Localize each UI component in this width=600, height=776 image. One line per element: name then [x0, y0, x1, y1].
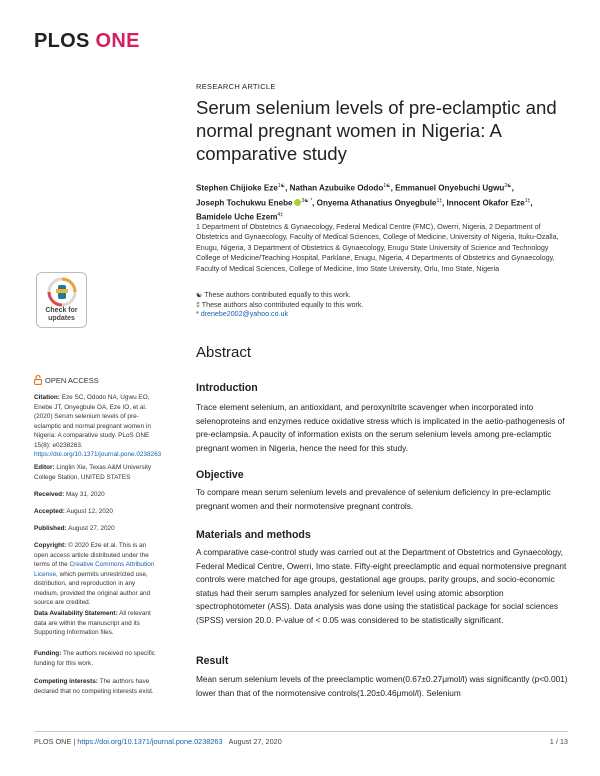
published-date: [34, 524, 160, 534]
abstract-heading: Abstract: [196, 344, 252, 361]
received-date: [34, 490, 160, 500]
citation-text: Eze SC, Ododo NA, Ugwu EO, Enebe JT, Onyegbule OA, Eze IO, et al. (2020) Serum selenium levels of pre-eclamptic and normal pregnant women in Nigeria: A comparative study. PLoS ONE 15(8): e0238263.: [34, 394, 151, 449]
result-text: Mean serum selenium levels of the preeclamptic women(0.67±0.27μmol/l) was significantly (p<0.001) lower than that of the normotensive controls(1.20±0.46μmol/l). Selenium: [196, 674, 568, 698]
introduction-heading: Introduction: [196, 382, 258, 394]
methods-text: A comparative case-control study was carried out at the Department of Obstetrics and Gynaecology, Federal Medical Centre, Owerri, Imo state. Fifty-eight preeclamptic and equal normotensive pregnant controls were matched for age groups, gestational age groups, parity groups, and socio-economic status had their serum samples analyzed for selenium level using atomic absorption spectrophotometer (ASS). Data analysis was done using the statistical package for social sciences (SPSS) version 20.0. P-value of < 0.05 was considered to be statistically significant.: [196, 547, 567, 625]
citation-label: Citation:: [34, 394, 60, 401]
citation-block: [34, 393, 160, 460]
author-list: Stephen Chijioke Eze$^{1☯}$, Nathan Azubuike Ododo$^{1☯}$, Emmanuel Onyebuchi Ugwu$^{2☯}$, Joseph Tochukwu Enebe $^{3☯ *}$, Onyema Athanatius Onyegbule$^{1\ddagger}$, Innocent Okafor Eze$^{1\ddagger}$, Bamidele Uche Ezem$^{4\ddagger}$: [196, 183, 533, 223]
open-access-label: [34, 375, 160, 388]
corresponding-email: [196, 310, 568, 320]
affiliations: 1 Department of Obstetrics & Gynaecology, Federal Medical Centre (FMC), Owerri, Nigeria, 2 Department of Obstetrics and Gynaecology, Faculty of Medical Sciences, College of Medicine, University of Nigeria, Ituku-Ozalla, Enugu, Nigeria, 3 Department of Obstetrics & Gynaecology, Enugu State University of Science and Technology College of Medicine/Teaching Hospital, Parklane, Enugu, Nigeria, 4 Departments of Obstetrics and Gynaecology, Faculty of Medical Sciences, College of Medicine, Imo State University, Orlu, Imo State, Nigeria: [196, 222, 559, 273]
data-availability-block: [34, 609, 160, 638]
copyright-label: Copyright:: [34, 542, 67, 549]
competing-label: Competing interests:: [34, 678, 98, 685]
author-sup: 2☯: [504, 183, 512, 189]
check-for-updates-badge[interactable]: [36, 272, 87, 328]
accepted-date: [34, 507, 160, 517]
funding-label: Funding:: [34, 650, 62, 657]
author-name[interactable]: Emmanuel Onyebuchi Ugwu: [395, 183, 505, 193]
author-notes: [196, 291, 568, 320]
copyright-pre: © 2020 Eze et al. This is an open access article distributed under the terms of the: [34, 542, 149, 568]
author-name[interactable]: Nathan Azubuike Ododo: [289, 183, 384, 193]
footer-date: August 27, 2020: [228, 737, 282, 746]
equal-contribution-note: ☯ These authors contributed equally to this work.: [196, 291, 351, 299]
author-name[interactable]: Joseph Tochukwu Enebe: [196, 198, 293, 208]
copyright-block: [34, 541, 160, 608]
objective-text: To compare mean serum selenium levels and prevalence of selenium deficiency in pre-eclamptic pregnant women and their normotensive pregnant controls.: [196, 487, 551, 511]
check-updates-line1: Check for: [45, 307, 78, 314]
methods-heading: Materials and methods: [196, 529, 311, 541]
article-type: RESEARCH ARTICLE: [196, 82, 276, 91]
email-prefix: *: [196, 310, 201, 319]
data-availability-text: All relevant data are within the manuscript and its Supporting Information files.: [34, 610, 151, 636]
check-updates-line2: updates: [48, 315, 75, 322]
funding-block: [34, 649, 160, 668]
author-sup: 1‡: [436, 197, 443, 204]
journal-logo: [34, 30, 140, 53]
accepted-label: Accepted:: [34, 508, 65, 515]
copyright-post: , which permits unrestricted use, distribution, and reproduction in any medium, provided the original author and source are credited.: [34, 570, 151, 606]
page-number: 1 / 13: [549, 737, 568, 746]
article-title: Serum selenium levels of pre-eclamptic and normal pregnant women in Nigeria: A comparative study: [196, 97, 557, 164]
footer-journal: PLOS ONE: [34, 737, 72, 746]
published-label: Published:: [34, 525, 67, 532]
author-sup: 4‡: [277, 212, 283, 219]
check-updates-icon: [47, 277, 77, 307]
author-sup: 1‡: [524, 197, 531, 204]
page-footer: [34, 731, 568, 746]
editor-label: Editor:: [34, 464, 55, 471]
footer-doi-link[interactable]: https://doi.org/10.1371/journal.pone.0238263: [77, 737, 223, 746]
data-availability-label: Data Availability Statement:: [34, 610, 118, 617]
accepted-value: August 12, 2020: [66, 508, 113, 515]
open-access-text: OPEN ACCESS: [45, 376, 99, 385]
logo-one: ONE: [95, 30, 140, 52]
footer-separator: |: [71, 737, 78, 746]
author-sup: 1☯: [277, 183, 286, 189]
also-equal-note: ‡ These authors also contributed equally to this work.: [196, 300, 364, 309]
check-updates-label: [37, 307, 86, 323]
author-name[interactable]: Innocent Okafor Eze: [446, 198, 525, 208]
orcid-icon[interactable]: [294, 199, 301, 206]
email-link[interactable]: drenebe2002@yahoo.co.uk: [200, 310, 289, 319]
objective-heading: Objective: [196, 469, 244, 481]
author-name[interactable]: Bamidele Uche Ezem: [196, 213, 278, 223]
received-value: May 31, 2020: [65, 491, 105, 498]
result-heading: Result: [196, 655, 229, 667]
competing-interests-block: [34, 677, 160, 696]
introduction-text: Trace element selenium, an antioxidant, and peroxynitrite scavenger when incorporated into selenoproteins and enzymes reduce oxidative stress which is implicated in the aetio-pathogenesis of pre-eclampsia. A paucity of information exists on the serum selenium levels among pre-eclamptic pregnant women in Nigeria, hence the need for this study.: [196, 402, 565, 453]
author-sup: 3☯ *: [301, 197, 313, 204]
open-lock-icon: [34, 375, 42, 388]
citation-doi-link[interactable]: https://doi.org/10.1371/journal.pone.0238263: [34, 451, 162, 458]
editor-block: [34, 463, 160, 482]
license-link[interactable]: Creative Commons Attribution License: [34, 561, 155, 578]
author-name[interactable]: Stephen Chijioke Eze: [196, 183, 278, 193]
received-label: Received:: [34, 491, 65, 498]
logo-plos: PLOS: [34, 30, 90, 52]
editor-text: Linglin Xie, Texas A&M University College Station, UNITED STATES: [34, 464, 152, 481]
funding-text: The authors received no specific funding for this work.: [34, 650, 156, 667]
published-value: August 27, 2020: [68, 525, 115, 532]
author-sup: 1☯: [383, 183, 391, 189]
competing-text: The authors have declared that no competing interests exist.: [34, 678, 154, 695]
author-name[interactable]: Onyema Athanatius Onyegbule: [316, 198, 437, 208]
